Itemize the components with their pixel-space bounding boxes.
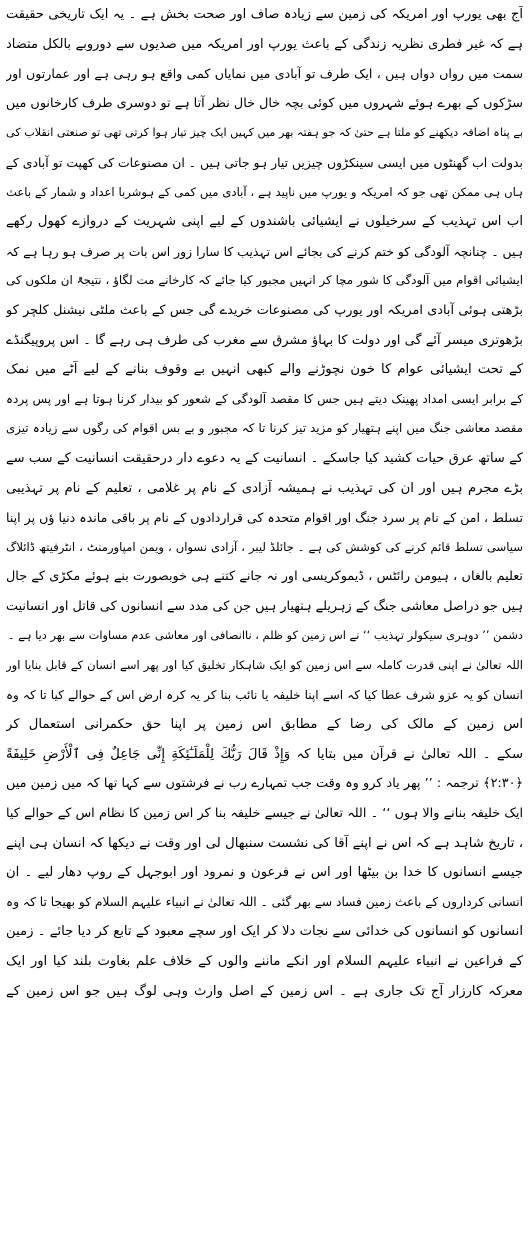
text-line: تسلط ، امن کے نام پر سرد جنگ اور اقوام متحدہ کی قراردادوں کے نام پر باقی ماندہ دنیا ؤں پر اپنا — [6, 510, 523, 526]
text-line: مقصد معاشی جنگ میں اپنے ہتھیار کو مزید تیز کرنا تا کہ مجبور و بے بس اقوام کی رگوں سے زیادہ تیزی — [6, 421, 523, 436]
text-line: اب اس تہذیب کے سرخیلوں نے ایشیائی باشندوں کے لیے اپنی شہریت کے دروازے کھول رکھے — [6, 214, 523, 230]
article-body — [6, 0, 523, 1258]
text-line: کے تحت ایشیائی عوام کا خون نچوڑنے والے کبھی انہیں بے وقوف بنانے کے لیے آٹے میں نمک — [6, 362, 523, 378]
text-line: بے پناہ اضافہ دیکھنے کو ملتا ہے حتیٰ کہ جو ہفتہ بھر میں کہیں ایک چیز تیار ہوا کرتی تھی تو صنعتی انقلاب کی — [6, 126, 523, 140]
text-line: انسانی کرداروں کے باعث زمین فساد سے بھر گئی ۔ اللہ تعالیٰ نے انبیاء علیہم السلام کو بھیجا تا کہ وہ — [6, 894, 523, 909]
text-line: بدولت اب گھنٹوں میں ایسی سینکڑوں چیزیں تیار ہو جاتی ہیں ۔ ان مصنوعات کی کھپت تو آبادی کے — [6, 154, 523, 170]
text-line: سیاسی تسلط قائم کرنے کی کوشش کی ہے ۔ جائلڈ لیبر ، آزادی نسواں ، ویمن امپاورمنٹ ، انٹرفیتھ ڈائلاگ — [6, 539, 523, 554]
text-line: سکے ۔ اللہ تعالیٰ نے قرآن میں بتایا کہ وَإِذْ قَالَ رَبُّكَ لِلْمَلَـٰٓئِكَةِ إِنِّى جَاعِلٌ فِى ٱلْأَرْضِ خَلِيفَةً — [6, 746, 523, 762]
text-line: ہے کہ غیر فطری نظریہ زندگی کے باعث یورپ اور امریکہ میں صدیوں سے دوروبے بالکل متضاد — [6, 36, 523, 52]
text-line: بڑھتی ہوئی آبادی امریکہ اور یورپ کی مصنوعات خریدے گی جس کے باعث ملٹی نیشنل کلچر کو — [6, 302, 523, 318]
text-line: معرکہ کارزار آج تک جاری ہے ۔ اس زمین کے اصل وارث وہی لوگ ہیں جو اس زمین کے — [6, 983, 523, 999]
text-line: بڑھوتری میسر آئے گی اور دولت کا بہاؤ مشرق سے مغرب کی طرف ہی رہے گا ۔ اس پروپیگنڈے — [6, 332, 523, 348]
text-line: آج بھی یورپ اور امریکہ کی زمین سے زیادہ صاف اور صحت بخش ہے ۔ یہ ایک تاریخی حقیقت — [6, 7, 523, 22]
text-line: بڑے مجرم ہیں اور ان کی تہذیب نے ہمیشہ آزادی کے نام پر غلامی ، تعلیم کے نام پر تہذیبی — [6, 480, 523, 496]
text-line: ہیں ۔ چنانچہ آلودگی کو ختم کرنے کی بجائے اس تہذیب کا سارا زور اس بات پر صرف ہو رہا ہے کہ — [6, 243, 523, 259]
text-line: انسانوں کو انسانوں کی خدائی سے نجات دلا کر ایک اور سچے معبود کے تابع کر دیا جائے ۔ زمین — [6, 924, 523, 940]
text-line: ایشیائی اقوام میں آلودگی کا شور مچا کر انہیں مجبور کیا جائے کہ کارخانے مت لگاؤ ، نتیجۃً ان ملکوں کی — [6, 273, 523, 288]
text-line: ہیں جو دراصل معاشی جنگ کے زہریلے ہتھیار ہیں جن کی مدد سے انسانوں کی قاتل اور انسانیت — [6, 598, 523, 614]
text-line: کے فراعین نے انبیاء علیہم السلام اور انکے ماننے والوں کے خلاف علم بغاوت بلند کیا اور ایک — [6, 954, 523, 969]
text-line: جیسے انسانوں کا خدا بن بیٹھا اور اس نے فرعون و نمرود اور ابوجہل کے روپ دھار لیے ۔ ان — [6, 865, 523, 881]
text-line: تعلیم بالغاں ، ہیومن رائٹس ، ڈیموکریسی اور نہ جانے کتنے ہی خوبصورت بنے ہوئے مکڑی کے جال — [6, 569, 523, 585]
text-line: ایک خلیفہ بنانے والا ہوں ‘‘ ۔ اللہ تعالیٰ نے جیسے خلیفہ بنا کر اس زمین کا نظام اس کے حوالے کیا — [6, 806, 523, 822]
text-line: اللہ تعالیٰ نے اپنی قدرت کاملہ سے اس زمین کو ایک شاہکار تخلیق کیا اور پھر اسے انسان کے قابل بنایا اور — [6, 658, 523, 673]
text-line: سڑکوں کے بھرے ہوئے شہروں میں کوئی بچہ خال خال نظر آتا ہے تو دوسری طرف کارخانوں میں — [6, 95, 523, 111]
text-line: دشمن ’’ دوہری سیکولر تہذیب ‘‘ نے اس زمین کو ظلم ، ناانصافی اور معاشی عدم مساوات سے بھر دیا ہے ۔ — [7, 628, 523, 643]
text-line: سمت میں رواں دواں ہیں ، ایک طرف تو آبادی میں نمایاں کمی واقع ہو رہی ہے اور عمارتوں اور — [6, 66, 523, 82]
text-line: انسان کو یہ عزو شرف عطا کیا کہ اسے اپنا خلیفہ یا نائب بنا کر یہ کرہ ارض اس کے حوالے کیا تا کہ وہ — [6, 687, 523, 702]
text-line: کے برابر ایسی امداد پھینک دیتے ہیں جس کا مقصد آلودگی کے شعور کو بیدار کرنا ہوتا ہے اور پس پردہ — [6, 391, 523, 406]
text-line: اس زمین کے مالک کی رضا کے مطابق اس زمین پر اپنا حق حکمرانی استعمال کر — [6, 717, 523, 733]
text-line: ہاں ہی ممکن تھی جو کہ امریکہ و یورپ میں ناپید ہے ، آبادی میں کمی کے ہوشربا اعداد و شمار کے باعث — [6, 184, 523, 199]
text-line: ، تاریخ شاہد ہے کہ اس نے اپنے آقا کی نشست سنبھال لی اور وقت نے دیکھا کہ انسان ہی اپنے — [6, 835, 523, 851]
text-line: کے ساتھ عرق حیات کشید کیا جاسکے ۔ انسانیت کے یہ دعوے دار درحقیقت انسانیت کے سب سے — [6, 450, 523, 466]
text-line: ﴿٢:٣٠﴾ ترجمہ : ’’ پھر یاد کرو وہ وقت جب تمہارے رب نے فرشتوں سے کہا تھا کہ میں زمین میں — [6, 776, 523, 792]
